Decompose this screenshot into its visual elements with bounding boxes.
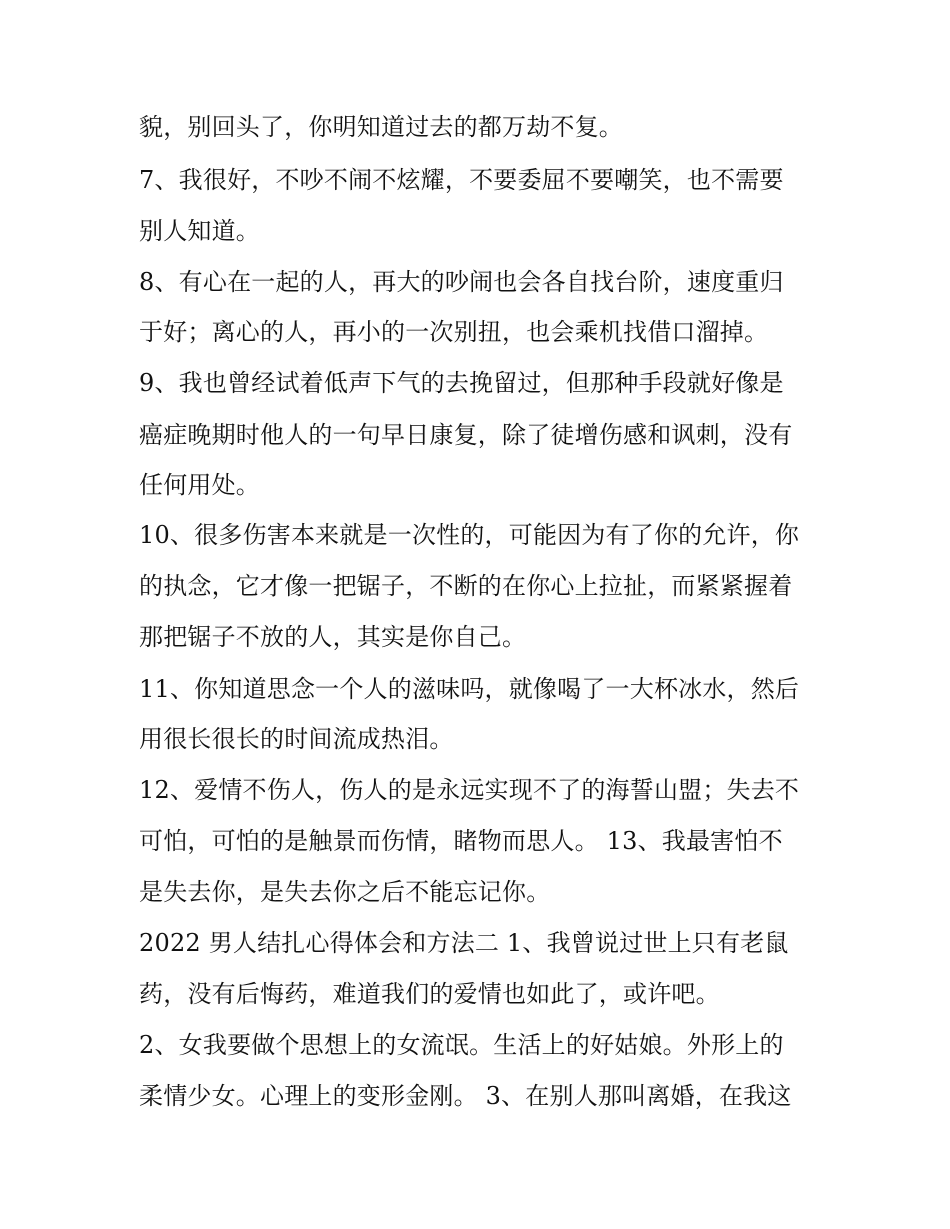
text-line: 是失去你，是失去你之后不能忘记你。 bbox=[139, 878, 551, 906]
text-line: 10、很多伤害本来就是一次性的，可能因为有了你的允许，你 bbox=[139, 521, 800, 549]
text-line: 12、爱情不伤人，伤人的是永远实现不了的海誓山盟；失去不 bbox=[139, 776, 800, 804]
text-line: 貌，别回头了，你明知道过去的都万劫不复。 bbox=[139, 113, 623, 141]
text-line: 8、有心在一起的人，再大的吵闹也会各自找台阶，速度重归 bbox=[139, 268, 784, 296]
text-line: 7、我很好，不吵不闹不炫耀，不要委屈不要嘲笑，也不需要 bbox=[139, 166, 784, 194]
text-line: 可怕，可怕的是触景而伤情，睹物而思人。 13、我最害怕不 bbox=[139, 827, 783, 855]
text-line: 的执念，它才像一把锯子，不断的在你心上拉扯，而紧紧握着 bbox=[139, 572, 793, 600]
text-line: 9、我也曾经试着低声下气的去挽留过，但那种手段就好像是 bbox=[139, 369, 784, 397]
text-line: 药，没有后悔药，难道我们的爱情也如此了，或许吧。 bbox=[139, 980, 720, 1008]
text-line: 2022 男人结扎心得体会和方法二 1、我曾说过世上只有老鼠 bbox=[139, 929, 789, 957]
text-line: 2、女我要做个思想上的女流氓。生活上的好姑娘。外形上的 bbox=[139, 1031, 784, 1059]
text-line: 柔情少女。心理上的变形金刚。 3、在别人那叫离婚，在我这 bbox=[139, 1082, 792, 1110]
text-line: 任何用处。 bbox=[139, 471, 260, 499]
text-line: 癌症晚期时他人的一句早日康复，除了徒增伤感和讽刺，没有 bbox=[139, 421, 793, 449]
text-line: 那把锯子不放的人，其实是你自己。 bbox=[139, 623, 527, 651]
text-line: 于好；离心的人，再小的一次别扭，也会乘机找借口溜掉。 bbox=[139, 318, 769, 346]
text-line: 11、你知道思念一个人的滋味吗，就像喝了一大杯冰水，然后 bbox=[139, 675, 800, 703]
text-line: 别人知道。 bbox=[139, 217, 260, 245]
text-line: 用很长很长的时间流成热泪。 bbox=[139, 725, 454, 753]
